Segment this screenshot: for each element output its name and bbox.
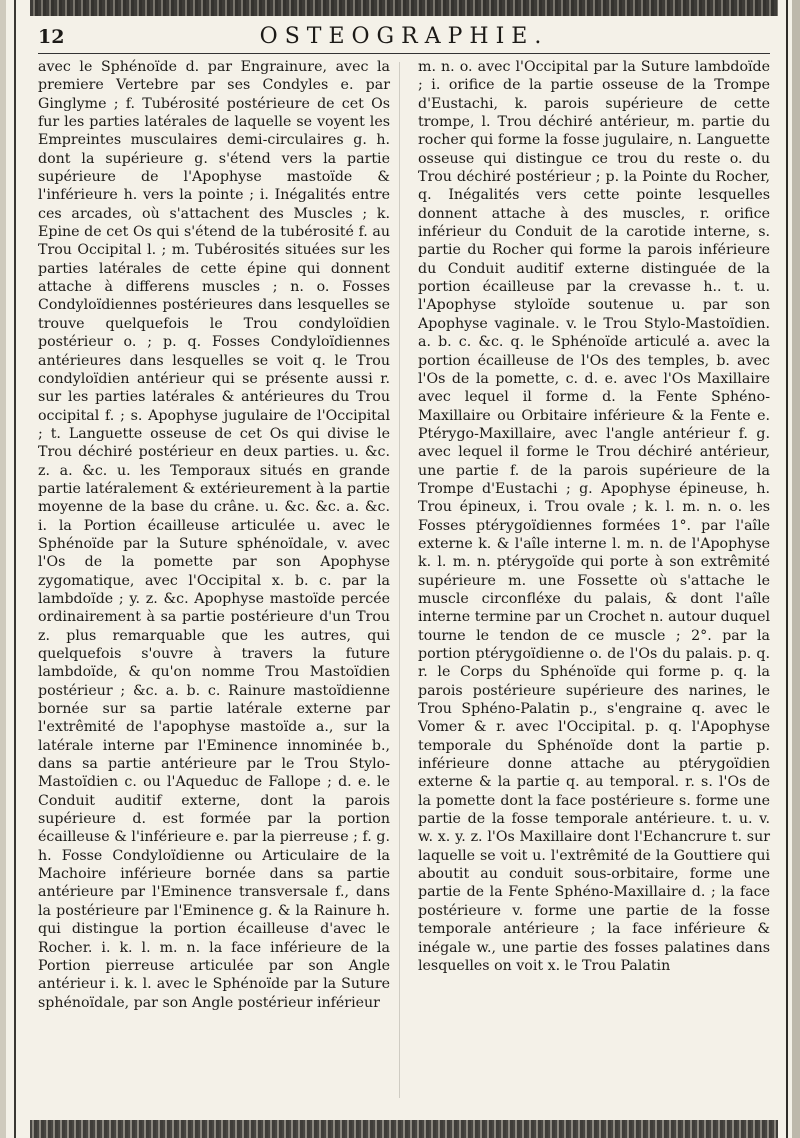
page-number: 12 — [38, 26, 65, 48]
page-right-edge — [778, 0, 800, 1138]
page-left-edge — [0, 0, 30, 1138]
right-column — [418, 58, 770, 1104]
page-header — [38, 22, 770, 52]
left-column — [38, 58, 390, 1104]
running-title: OSTEOGRAPHIE. — [259, 24, 549, 49]
header-rule — [38, 53, 770, 54]
bottom-border — [30, 1120, 778, 1138]
left-column-text: avec le Sphénoïde d. par Engrainure, avec la premiere Vertebre par ses Condyles e. par Ginglyme ; f. Tubérosité postérieure de cet Os fur les parties latérales de laquelle se voyent les Empreintes musculaires demi-circulaires g. h. dont la supérieure g. s'étend vers la partie supérieure de l'Apophyse mastoïde & l'inférieure h. vers la pointe ; i. Inégalités entre ces arcades, où s'attachent des Muscles ; k. Epine de cet Os qui s'étend de la tubérosité f. au Trou Occipital l. ; m. Tubérosités situées sur les parties latérales de cette épine qui donnent attache à differens muscles ; n. o. Fosses Condyloïdiennes postérieures dans lesquelles se trouve quelquefois le Trou condyloïdien postérieur o. ; p. q. Fosses Condyloïdiennes antérieures dans lesquelles se voit q. le Trou condyloïdien antérieur qui se présente aussi r. sur les parties latérales & antérieures du Trou occipital f. ; s. Apophyse jugulaire de l'Occipital ; t. Languette osseuse de cet Os qui divise le Trou déchiré postérieur en deux parties. u. &c. z. a. &c. u. les Temporaux situés en grande partie latéralement & extérieurement à la partie moyenne de la base du crâne. u. &c. &c. a. &c. i. la Portion écailleuse articulée u. avec le Sphénoïde par la Suture sphénoïdale, v. avec l'Os de la pomette par son Apophyse zygomatique, avec l'Occipital x. b. c. par la lambdoïde ; y. z. &c. Apophyse mastoïde percée ordinairement à sa partie postérieure d'un Trou z. plus remarquable que les autres, qui quelquefois s'ouvre à travers la future lambdoïde, & qu'on nomme Trou Mastoïdien postérieur ; &c. a. b. c. Rainure mastoïdienne bornée sur sa partie latérale externe par l'extrêmité de l'apophyse mastoïde a., sur la latérale interne par l'Eminence innominée b., dans sa partie antérieure par le Trou Stylo-Mastoïdien c. ou l'Aqueduc de Fallope ; d. e. le Conduit auditif externe, dont la parois supérieure d. est formée par la portion écailleuse & l'inférieure e. par la pierreuse ; f. g. h. Fosse Condyloïdienne ou Articulaire de la Machoire inférieure bornée dans sa partie antérieure par l'Eminence transversale f., dans la postérieure par l'Eminence g. & la Rainure h. qui distingue la portion écailleuse d'avec le Rocher. i. k. l. m. n. la face inférieure de la Portion pierreuse articulée par son Angle antérieur i. k. l. avec le Sphénoïde par la Suture sphénoïdale, par son Angle postérieur inférieur — [38, 59, 390, 1011]
top-border — [30, 0, 778, 16]
text-columns — [38, 58, 770, 1104]
right-column-text: m. n. o. avec l'Occipital par la Suture lambdoïde ; i. orifice de la partie osseuse de la Trompe d'Eustachi, k. parois supérieure de cette trompe, l. Trou déchiré antérieur, m. partie du rocher qui forme la fosse jugulaire, n. Languette osseuse qui distingue ce trou du reste o. du Trou déchiré postérieur ; p. la Pointe du Rocher, q. Inégalités vers cette pointe lesquelles donnent attache à des muscles, r. orifice inférieur du Conduit de la carotide interne, s. partie du Rocher qui forme la parois inférieure du Conduit auditif externe distinguée de la portion écailleuse par la crevasse h.. t. u. l'Apophyse styloïde soutenue u. par son Apophyse vaginale. v. le Trou Stylo-Mastoïdien. a. b. c. &c. q. le Sphénoïde articulé a. avec la portion écailleuse de l'Os des temples, b. avec l'Os de la pomette, c. d. e. avec l'Os Maxillaire avec lequel il forme d. la Fente Sphéno-Maxillaire ou Orbitaire inférieure & la Fente e. Ptérygo-Maxillaire, avec l'angle antérieur f. g. avec lequel il forme le Trou déchiré antérieur, une partie f. de la parois supérieure de la Trompe d'Eustachi ; g. Apophyse épineuse, h. Trou épineux, i. Trou ovale ; k. l. m. n. o. les Fosses ptérygoïdiennes formées 1°. par l'aîle externe k. & l'aîle interne l. m. n. de l'Apophyse k. l. m. n. ptérygoïde qui porte à son extrêmité supérieure m. une Fossette où s'attache le muscle circonfléxe du palais, & dont l'aîle interne termine par un Crochet n. autour duquel tourne le tendon de ce muscle ; 2°. par la portion ptérygoïdienne o. de l'Os du palais. p. q. r. le Corps du Sphénoïde qui forme p. q. la parois postérieure supérieure des narines, le Trou Sphéno-Palatin p., s'engraine q. avec le Vomer & r. avec l'Occipital. p. q. l'Apophyse temporale du Sphénoïde dont la partie p. inférieure donne attache au ptérygoïdien externe & la partie q. au temporal. r. s. l'Os de la pomette dont la face postérieure s. forme une partie de la fosse temporale antérieure. t. u. v. w. x. y. z. l'Os Maxillaire dont l'Echancrure t. sur laquelle se voit u. l'extrêmité de la Gouttiere qui aboutit au conduit sous-orbitaire, forme une partie de la Fente Sphéno-Maxillaire d. ; la face postérieure v. forme une partie de la fosse temporale antérieure ; la face inférieure & inégale w., une partie des fosses palatines dans lesquelles on voit x. le Trou Palatin — [418, 59, 770, 974]
